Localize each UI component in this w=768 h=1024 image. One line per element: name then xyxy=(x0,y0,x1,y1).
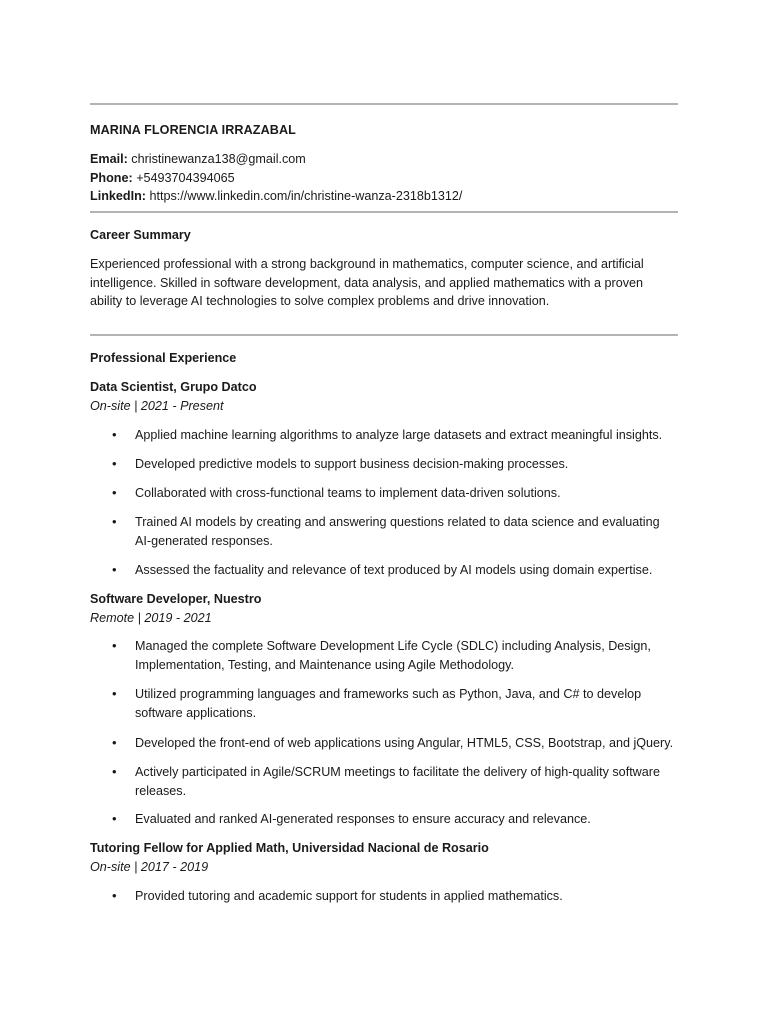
top-divider xyxy=(90,103,678,105)
job-title: Tutoring Fellow for Applied Math, Universidad Nacional de Rosario xyxy=(90,841,489,855)
job-bullet: • Provided tutoring and academic support for students in applied mathematics. xyxy=(90,887,678,906)
job-bullet-list xyxy=(90,426,678,445)
job-entry xyxy=(90,590,678,627)
job-meta: On-site | 2017 - 2019 xyxy=(90,859,209,874)
job-bullet-list xyxy=(90,734,678,753)
job-bullet: • Developed the front-end of web applications using Angular, HTML5, CSS, Bootstrap, and jQuery. xyxy=(90,734,678,753)
job-bullet: • Collaborated with cross-functional teams to implement data-driven solutions. xyxy=(90,484,678,503)
job-bullet: • Managed the complete Software Development Life Cycle (SDLC) including Analysis, Design, Implementation, Testing, and Maintenance using Agile Methodology. xyxy=(90,637,678,674)
job-bullet-list xyxy=(90,887,678,906)
job-bullet-list xyxy=(90,455,678,474)
job-bullet-list xyxy=(90,763,678,800)
job-meta: On-site | 2021 - Present xyxy=(90,398,224,413)
phone-label: Phone: xyxy=(90,170,133,185)
job-entry xyxy=(90,839,678,876)
job-bullet-list xyxy=(90,513,678,550)
job-title: Software Developer, Nuestro xyxy=(90,592,262,606)
job-bullet-list xyxy=(90,685,678,722)
linkedin-value[interactable]: https://www.linkedin.com/in/christine-wanza-2318b1312/ xyxy=(149,189,463,204)
job-bullet-list xyxy=(90,484,678,503)
career-summary-text: Experienced professional with a strong background in mathematics, computer science, and artificial intelligence. Skilled in software development, data analysis, and applied mathematics with a proven ability to leverage AI technologies to solve complex problems and drive innovation. xyxy=(90,257,644,309)
job-bullet: • Applied machine learning algorithms to analyze large datasets and extract meaningful insights. xyxy=(90,426,678,445)
phone-line xyxy=(90,169,678,188)
experience-heading: Professional Experience xyxy=(90,351,237,365)
contact-divider xyxy=(90,211,678,213)
summary-divider xyxy=(90,334,678,336)
job-meta: Remote | 2019 - 2021 xyxy=(90,610,212,625)
job-bullet-list xyxy=(90,810,678,829)
linkedin-label: LinkedIn: xyxy=(90,189,146,204)
job-bullet: • Developed predictive models to support business decision-making processes. xyxy=(90,455,678,474)
email-label: Email: xyxy=(90,152,128,166)
phone-value[interactable]: +5493704394065 xyxy=(136,170,235,185)
job-entry xyxy=(90,378,678,415)
job-bullet: • Utilized programming languages and frameworks such as Python, Java, and C# to develop software applications. xyxy=(90,685,678,722)
candidate-name: MARINA FLORENCIA IRRAZABAL xyxy=(90,123,296,137)
email-line xyxy=(90,150,678,169)
job-bullet: • Trained AI models by creating and answering questions related to data science and evaluating AI-generated responses. xyxy=(90,513,678,550)
job-title: Data Scientist, Grupo Datco xyxy=(90,380,257,394)
job-bullet: • Actively participated in Agile/SCRUM meetings to facilitate the delivery of high-quality software releases. xyxy=(90,763,678,800)
job-bullet-list xyxy=(90,637,678,674)
career-summary-heading: Career Summary xyxy=(90,228,191,242)
linkedin-line xyxy=(90,187,678,206)
job-bullet: • Evaluated and ranked AI-generated responses to ensure accuracy and relevance. xyxy=(90,810,678,829)
job-bullet: • Assessed the factuality and relevance of text produced by AI models using domain expertise. xyxy=(90,561,678,580)
job-bullet-list xyxy=(90,561,678,580)
contact-info xyxy=(90,150,678,206)
email-value[interactable]: christinewanza138@gmail.com xyxy=(131,152,306,166)
